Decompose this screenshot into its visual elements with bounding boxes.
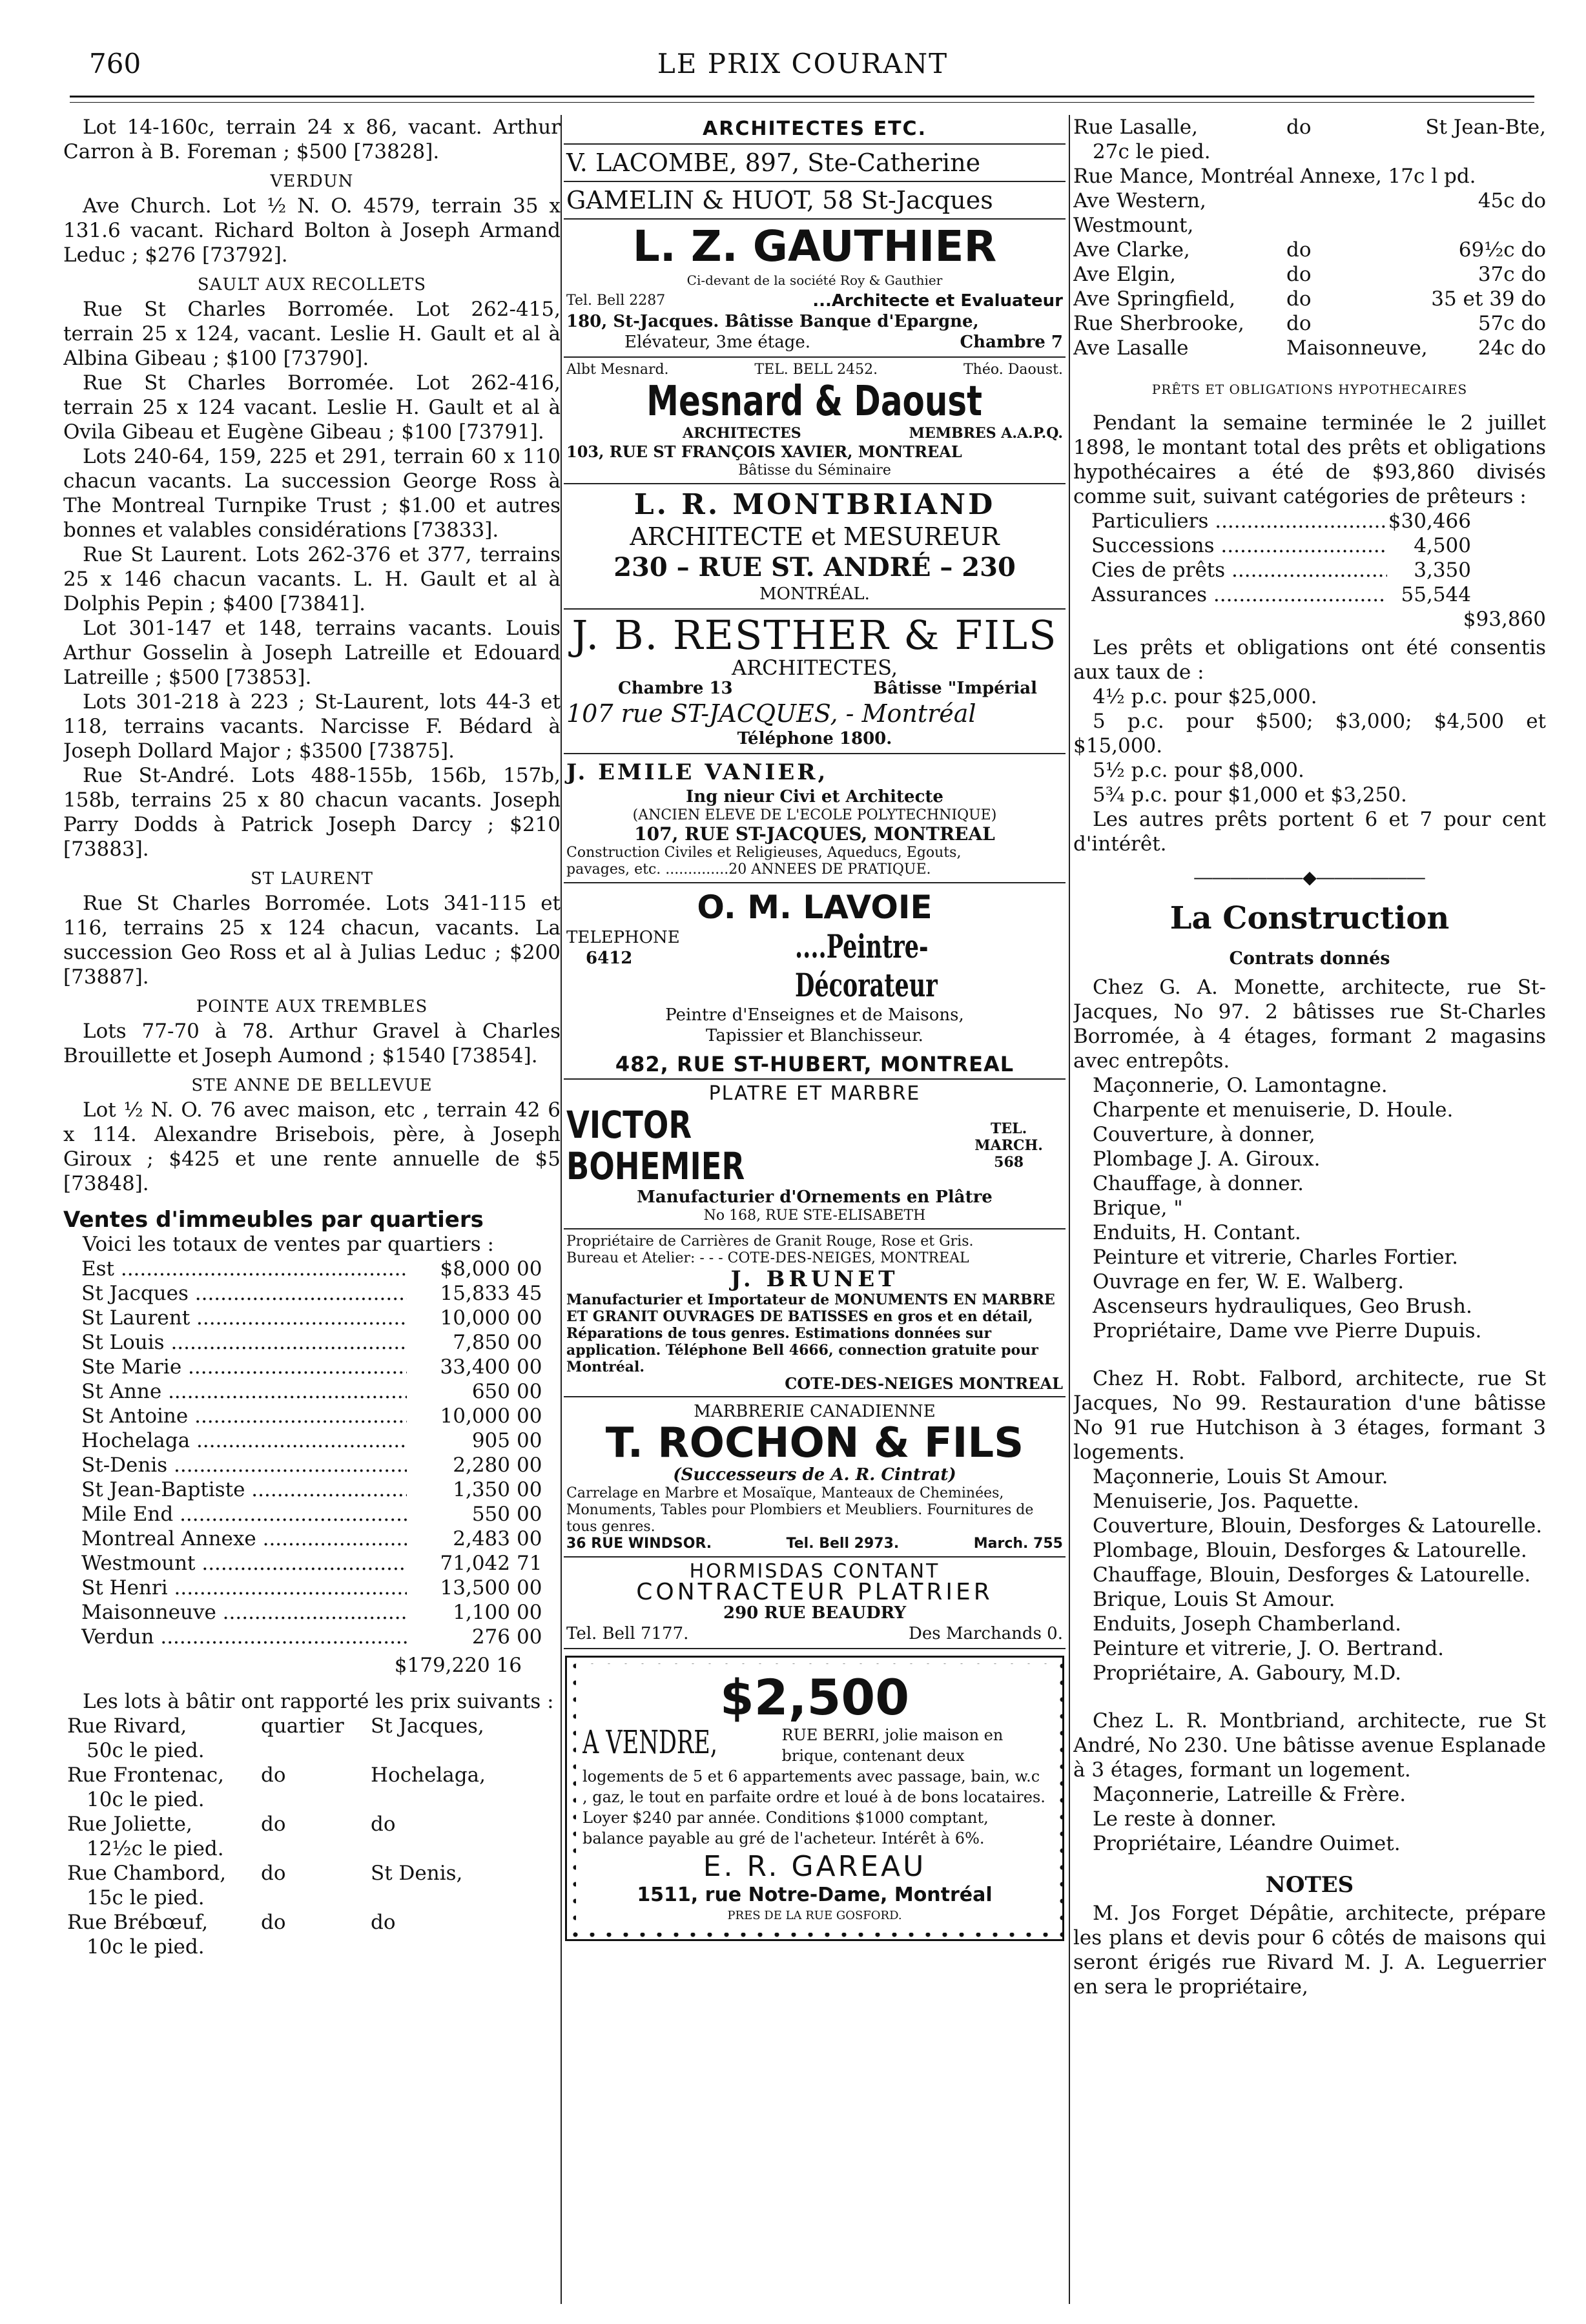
paragraph: Les lots à bâtir ont rapporté les prix suivants : <box>83 1690 554 1713</box>
ad-text: Elévateur, 3me étage. <box>624 333 811 352</box>
ad-text: COTE-DES-NEIGES MONTREAL <box>785 1374 1063 1393</box>
paragraph: Les prêts et obligations ont été consentis aux taux de : <box>1073 636 1546 684</box>
contract-item: Propriétaire, Léandre Ouimet. <box>1093 1832 1401 1855</box>
ad-text: Théo. Daoust. <box>963 362 1063 378</box>
ventes-amount: 2,483 <box>453 1527 510 1550</box>
contract-list <box>1073 1073 1546 1343</box>
paragraph: Lot 14-160c, terrain 24 x 86, vacant. Arthur Carron à B. Foreman ; $500 [73828]. <box>63 116 561 163</box>
prets-table <box>1091 509 1542 607</box>
ad-text: ARCHITECTE et MESUREUR <box>630 522 1000 551</box>
ad-text: 230 – RUE ST. ANDRÉ – 230 <box>613 552 1016 582</box>
ad-name: J. BRUNET <box>730 1266 899 1292</box>
ventes-total: $179,220 16 <box>394 1654 522 1677</box>
street-name: Ave Clarke, <box>1073 238 1190 262</box>
header-rule-thin <box>70 102 1534 103</box>
ad-text: 482, RUE ST-HUBERT, MONTREAL <box>615 1052 1014 1076</box>
pret-amount: 3,350 <box>1414 559 1471 582</box>
section-heading: POINTE AUX TREMBLES <box>196 997 428 1016</box>
prix-street: Rue Rivard, <box>67 1714 187 1738</box>
ventes-cents: 45 <box>517 1282 542 1305</box>
contract-item: Chauffage, Blouin, Desforges & Latourelle. <box>1093 1563 1531 1587</box>
street-ward: Maisonneuve, <box>1286 336 1428 360</box>
column-divider <box>561 115 562 2304</box>
street-ward: do <box>1286 312 1312 335</box>
column-right <box>1073 115 1546 1999</box>
ad-text: CONTRACTEUR PLATRIER <box>636 1579 993 1605</box>
taux-item: 5 p.c. pour $500; $3,000; $4,500 et $15,000. <box>1073 710 1546 757</box>
ad-text: TEL. MARCH. <box>974 1120 1043 1154</box>
contract-item: Ouvrage en fer, W. E. Walberg. <box>1093 1270 1405 1293</box>
ad-text: TEL. BELL 2452. <box>754 362 878 378</box>
prix-ward: Hochelaga, <box>371 1764 486 1787</box>
paragraph: Chez L. R. Montbriand, architecte, rue St André, No 230. Une bâtisse avenue Esplanade à 3 étages, formant un logement. <box>1073 1709 1546 1782</box>
ad-text: Ci-devant de la société Roy & Gauthier <box>686 273 943 288</box>
taux-list <box>1073 684 1546 807</box>
prix-price: 15c le pied. <box>87 1886 205 1909</box>
street-name: Ave Springfield, <box>1073 287 1236 311</box>
paragraph: Lots 77-70 à 78. Arthur Gravel à Charles Brouillette et Joseph Aumond ; $1540 [73854]. <box>63 1020 561 1067</box>
contract-item: Charpente et menuiserie, D. Houle. <box>1093 1098 1454 1122</box>
prets-total: $93,860 <box>1463 608 1546 631</box>
ventes-amount: 10,000 <box>440 1404 510 1428</box>
ad-text: 290 RUE BEAUDRY <box>723 1603 907 1623</box>
street-name: Ave Elgin, <box>1073 263 1176 286</box>
ad-text: MONTRÉAL. <box>759 584 870 604</box>
prix-ward-label: do <box>261 1813 286 1836</box>
ad-text: Tel. Bell 2287 <box>566 293 666 309</box>
prix-street: Rue Joliette, <box>67 1813 192 1836</box>
ad-text: Peintre d'Enseignes et de Maisons, <box>665 1005 964 1025</box>
pret-amount: $30,466 <box>1388 509 1471 533</box>
ad-lacombe: V. LACOMBE, 897, Ste-Catherine <box>564 145 1066 182</box>
paragraph: Voici les totaux de ventes par quartiers : <box>83 1233 494 1256</box>
pret-amount: 55,544 <box>1401 583 1471 606</box>
column-divider <box>1069 115 1070 2304</box>
ad-text: Chambre 7 <box>960 333 1063 352</box>
pret-category: Particuliers ..... <box>1091 509 1387 533</box>
street-price: St Jean-Bte, <box>1425 116 1546 139</box>
ad-text: Des Marchands 0. <box>908 1624 1063 1643</box>
prix-street: Rue Frontenac, <box>67 1764 224 1787</box>
ad-text: RUE BERRI, jolie maison en brique, contenant deux logements de 5 et 6 appartements avec passage, bain, w.c , gaz, le tout en parfaite ordre et loué à de bons locataires. Loyer $240 par année. Conditions $1000 comptant, balance payable au gré de l'acheteur. Intérêt à 6%. <box>582 1726 1045 1847</box>
contract-item: Plombage J. A. Giroux. <box>1093 1147 1321 1171</box>
column-left <box>63 115 561 1959</box>
ventes-amount: 1,100 <box>453 1601 510 1624</box>
page-header <box>89 48 1516 87</box>
ad-text: PRES DE LA RUE GOSFORD. <box>727 1909 902 1922</box>
taux-item: 4½ p.c. pour $25,000. <box>1093 685 1317 708</box>
ventes-table <box>81 1257 549 1649</box>
ad-text: A VENDRE, <box>582 1725 717 1761</box>
street-name: Ave Western, Westmount, <box>1073 189 1206 237</box>
pret-category: Cies de prêts ..... <box>1091 558 1387 582</box>
ad-gamelin: GAMELIN & HUOT, 58 St-Jacques <box>564 182 1066 220</box>
ad-text: Tapissier et Blanchisseur. <box>706 1026 923 1045</box>
ad-text: Bâtisse du Séminaire <box>738 462 891 478</box>
ad-name: T. ROCHON & FILS <box>605 1419 1024 1467</box>
prix-ward-label: quartier <box>261 1714 344 1738</box>
ad-text: 107 rue ST-JACQUES, - Montréal <box>566 699 976 728</box>
ventes-quarter: Est ..... <box>81 1257 407 1281</box>
ventes-cents: 00 <box>517 1527 542 1550</box>
ad-text: ....Peintre-Décorateur <box>794 927 938 1004</box>
ad-contant <box>564 1558 1066 1649</box>
ad-text: (ANCIEN ELEVE DE L'ECOLE POLYTECHNIQUE) <box>632 807 997 823</box>
section-heading: SAULT AUX RECOLLETS <box>197 275 427 294</box>
ventes-amount: 15,833 <box>440 1282 510 1305</box>
street-row <box>1073 262 1546 287</box>
paragraph: Les autres prêts portent 6 et 7 pour cent d'intérêt. <box>1073 808 1546 856</box>
notes-heading: NOTES <box>1265 1872 1354 1898</box>
street-row <box>1073 311 1546 336</box>
paragraph: Rue St Charles Borromée. Lot 262-415, terrain 25 x 124, vacant. Leslie H. Gault et al à Albina Gibeau ; $100 [73790]. <box>63 298 561 370</box>
ad-text: MARBRERIE CANADIENNE <box>694 1402 936 1421</box>
ventes-amount: $8,000 <box>440 1257 510 1280</box>
contract-item: Peinture et vitrerie, J. O. Bertrand. <box>1093 1637 1445 1660</box>
contract-item: Maçonnerie, Louis St Amour. <box>1093 1465 1388 1488</box>
contract-list <box>1073 1782 1546 1856</box>
ad-name: E. R. GAREAU <box>703 1850 927 1883</box>
ad-text: Bureau et Atelier: - - - COTE-DES-NEIGES, MONTREAL <box>566 1250 969 1266</box>
street-ward: do <box>1286 287 1312 311</box>
ad-text: Manufacturier d'Ornements en Plâtre <box>637 1188 993 1207</box>
street-row <box>1073 189 1546 238</box>
ad-text: Ing nieur Civi et Architecte <box>686 787 943 807</box>
contract-item: Brique, Louis St Amour. <box>1093 1588 1335 1611</box>
ventes-cents: 00 <box>517 1331 542 1354</box>
street-price: 57c do <box>1478 312 1546 335</box>
street-price: 69½c do <box>1458 238 1546 262</box>
ventes-quarter: St Louis ..... <box>81 1330 407 1355</box>
contract-item: Menuiserie, Jos. Paquette. <box>1093 1490 1359 1513</box>
column-ads <box>564 115 1066 1948</box>
ventes-quarter: Maisonneuve ..... <box>81 1600 407 1625</box>
ad-text: ARCHITECTES, <box>731 655 898 680</box>
prix-ward: St Jacques, <box>371 1714 484 1738</box>
contract-item: Enduits, Joseph Chamberland. <box>1093 1612 1402 1636</box>
ad-montbriand <box>564 484 1066 610</box>
section-heading: STE ANNE DE BELLEVUE <box>191 1076 433 1095</box>
ventes-cents: 00 <box>517 1576 542 1599</box>
ventes-cents: 00 <box>517 1429 542 1452</box>
ad-gauthier <box>564 220 1066 358</box>
ad-name: Mesnard & Daoust <box>646 378 983 426</box>
ad-text: Carrelage en Marbre et Mosaïque, Manteaux de Cheminées, Monuments, Tables pour Plombiers et Meubliers. Fournitures de tous genres. <box>566 1485 1034 1535</box>
prix-ward: do <box>371 1813 396 1836</box>
ad-text: Bâtisse "Impérial <box>873 679 1037 698</box>
ad-name: HORMISDAS CONTANT <box>689 1560 940 1583</box>
ad-vanier <box>564 754 1066 883</box>
street-ward: do <box>1286 263 1312 286</box>
ventes-cents: 00 <box>517 1404 542 1428</box>
street-price: 24c do <box>1478 336 1546 360</box>
paragraph: Lot ½ N. O. 76 avec maison, etc , terrain 42 6 x 114. Alexandre Brisebois, père, à Joseph Giroux ; $425 et une rente annuelle de $5 [73848]. <box>63 1098 561 1195</box>
street-price: 37c do <box>1478 263 1546 286</box>
ad-text: Téléphone 1800. <box>737 729 892 748</box>
ad-brunet <box>564 1229 1066 1397</box>
ad-text: Tel. Bell 7177. <box>566 1624 689 1643</box>
pret-amount: 4,500 <box>1414 534 1471 557</box>
architectes-heading: ARCHITECTES ETC. <box>564 115 1066 145</box>
paragraph: Ave Church. Lot ½ N. O. 4579, terrain 35 x 131.6 vacant. Richard Bolton à Joseph Armand Leduc ; $276 [73792]. <box>63 194 561 267</box>
ad-text: Albt Mesnard. <box>566 362 669 378</box>
ventes-quarter: St Laurent ..... <box>81 1306 407 1330</box>
street-name: Rue Lasalle, <box>1073 116 1198 139</box>
ad-text: MEMBRES A.A.P.Q. <box>909 425 1063 442</box>
ventes-amount: 276 <box>471 1625 510 1649</box>
ad-text: 180, St-Jacques. Bâtisse Banque d'Epargne, <box>566 312 979 331</box>
ad-text: Construction Civiles et Religieuses, Aqueducs, Egouts, <box>566 845 962 861</box>
ad-text: TELEPHONE <box>566 928 680 947</box>
street-row <box>1073 336 1546 360</box>
paragraph: Rue St-André. Lots 488-155b, 156b, 157b, 158b, terrains 25 x 80 chacun vacants. Joseph Parry Dodds à Patrick Joseph Darcy ; $210 [73883]. <box>63 764 561 861</box>
contract-item: Ascenseurs hydrauliques, Geo Brush. <box>1093 1295 1472 1318</box>
contract-item: Brique, " <box>1093 1197 1183 1220</box>
ad-name: VICTOR BOHEMIER <box>566 1103 745 1188</box>
ventes-cents: 00 <box>517 1503 542 1526</box>
ventes-quarter: St Jacques ..... <box>81 1281 407 1306</box>
prix-price: 50c le pied. <box>87 1739 205 1762</box>
ventes-quarter: St Anne ..... <box>81 1379 407 1404</box>
ventes-quarter: Mile End ..... <box>81 1502 407 1527</box>
paragraph: M. Jos Forget Dépâtie, architecte, prépare les plans et devis pour 6 côtés de maisons qui seront érigés rue Rivard M. J. A. Leguerrier en sera le propriétaire, <box>1073 1902 1546 1999</box>
ventes-cents: 00 <box>517 1306 542 1330</box>
ad-text: ARCHITECTES <box>683 425 801 442</box>
prix-table <box>67 1714 561 1959</box>
ad-text: Manufacturier et Importateur de MONUMENTS EN MARBRE ET GRANIT OUVRAGES DE BATISSES en gros et en détail, Réparations de tous genres. Estimations données sur application. Téléphone Bell 4666, connection gratuite pour Montréal. <box>566 1291 1055 1375</box>
ad-text: 36 RUE WINDSOR. <box>566 1536 712 1552</box>
taux-item: 5½ p.c. pour $8,000. <box>1093 759 1304 782</box>
prix-ward: St Denis, <box>371 1862 463 1885</box>
ad-text: March. 755 <box>973 1536 1063 1552</box>
street-name: Rue Mance, Montréal Annexe, 17c l pd. <box>1073 165 1476 188</box>
street-row <box>1073 115 1546 139</box>
ad-text: Chambre 13 <box>618 679 733 698</box>
street-name: Rue Sherbrooke, <box>1073 312 1244 335</box>
ventes-amount: 1,350 <box>453 1478 510 1501</box>
paragraph: Rue St Charles Borromée. Lot 262-416, terrain 25 x 124 vacant. Leslie H. Gault et al à Ovila Gibeau et Eugène Gibeau ; $100 [73791]. <box>63 371 561 444</box>
ad-lavoie <box>564 883 1066 1080</box>
ventes-quarter: Montreal Annexe ..... <box>81 1527 407 1551</box>
paragraph: Chez H. Robt. Falbord, architecte, rue St Jacques, No 99. Restauration d'une bâtisse No 91 rue Hutchison à 3 étages, formant 3 logements. <box>1073 1367 1546 1464</box>
ad-mesnard <box>564 358 1066 484</box>
street-price: 35 et 39 do <box>1431 287 1546 311</box>
construction-heading: La Construction <box>1169 900 1450 936</box>
ventes-amount: 550 <box>471 1503 510 1526</box>
ventes-amount: 33,400 <box>440 1355 510 1379</box>
contract-item: Plombage, Blouin, Desforges & Latourelle. <box>1093 1539 1527 1562</box>
ad-name: J. EMILE VANIER, <box>566 759 829 785</box>
street-row <box>1073 238 1546 262</box>
contract-item: Maçonnerie, Latreille & Frère. <box>1093 1783 1406 1806</box>
paragraph: Pendant la semaine terminée le 2 juillet 1898, le montant total des prêts et obligations hypothécaires a été de $93,860 divisés comme suit, suivant catégories de prêteurs : <box>1073 411 1546 508</box>
prix-street: Rue Chambord, <box>67 1862 227 1885</box>
ventes-amount: 10,000 <box>440 1306 510 1330</box>
contract-item: Propriétaire, Dame vve Pierre Dupuis. <box>1093 1319 1482 1342</box>
ventes-heading: Ventes d'immeubles par quartiers <box>63 1207 484 1233</box>
pret-category: Successions ..... <box>1091 533 1387 558</box>
ventes-quarter: Hochelaga ..... <box>81 1428 407 1453</box>
ad-name: O. M. LAVOIE <box>697 889 932 926</box>
prix-price: 12½c le pied. <box>87 1837 224 1860</box>
ventes-quarter: Ste Marie ..... <box>81 1355 407 1379</box>
ventes-quarter: St Antoine ..... <box>81 1404 407 1428</box>
section-heading: PRÊTS ET OBLIGATIONS HYPOTHECAIRES <box>1151 382 1468 397</box>
ad-bohemier <box>564 1080 1066 1229</box>
paragraph: Chez G. A. Monette, architecte, rue St-Jacques, No 97. 2 bâtisses rue St-Charles Borromée, à 4 étages, formant 2 magasins avec entrepôts. <box>1073 976 1546 1073</box>
ventes-amount: 2,280 <box>453 1454 510 1477</box>
contract-item: Propriétaire, A. Gaboury, M.D. <box>1093 1661 1401 1685</box>
paragraph: Lots 240-64, 159, 225 et 291, terrain 60 x 110 chacun vacants. La succession George Ross à The Montreal Turnpike Trust ; $1.00 et autres bonnes et valables considérations [73833]. <box>63 445 561 542</box>
street-name: Ave Lasalle <box>1073 336 1189 360</box>
prix-price: 10c le pied. <box>87 1788 205 1811</box>
contract-item: Le reste à donner. <box>1093 1807 1277 1831</box>
page-number: 760 <box>89 48 141 79</box>
contract-item: Couverture, Blouin, Desforges & Latourelle. <box>1093 1514 1543 1537</box>
ornament-divider: ――――――◆―――――― <box>1194 867 1425 888</box>
contract-item: Enduits, H. Contant. <box>1093 1221 1301 1244</box>
prix-price: 10c le pied. <box>87 1935 205 1959</box>
ad-text: PLATRE ET MARBRE <box>708 1082 921 1105</box>
ventes-cents: 00 <box>517 1257 542 1280</box>
ad-price: $2,500 <box>719 1669 910 1726</box>
contract-list <box>1073 1465 1546 1685</box>
ad-text: 568 <box>994 1154 1024 1171</box>
paragraph: Lot 301-147 et 148, terrains vacants. Louis Arthur Gosselin à Joseph Latreille et Edouard Latreille ; $500 [73853]. <box>63 617 561 689</box>
ventes-quarter: Westmount ..... <box>81 1551 407 1576</box>
ventes-cents: 00 <box>517 1454 542 1477</box>
ad-text: (Successeurs de A. R. Cintrat) <box>673 1465 956 1485</box>
ad-text: Tel. Bell 2973. <box>786 1536 900 1552</box>
prix-street: Rue Brébœuf, <box>67 1911 209 1934</box>
ventes-amount: 13,500 <box>440 1576 510 1599</box>
prix-ward: do <box>371 1911 396 1934</box>
prix-ward-label: do <box>261 1862 286 1885</box>
paragraph: Rue St Laurent. Lots 262-376 et 377, terrains 25 x 146 chacun vacants. L. H. Gault et al à Dolphis Pepin ; $400 [73841]. <box>63 543 561 615</box>
ventes-cents: 00 <box>517 1625 542 1649</box>
ad-text: 103, RUE ST FRANÇOIS XAVIER, MONTREAL <box>566 442 962 461</box>
ventes-amount: 7,850 <box>453 1331 510 1354</box>
ad-text: Propriétaire de Carrières de Granit Rouge, Rose et Gris. <box>566 1233 974 1249</box>
ventes-quarter: St Henri ..... <box>81 1576 407 1600</box>
header-rule <box>70 96 1534 98</box>
ventes-cents: 00 <box>517 1601 542 1624</box>
ad-name: J. B. RESTHER & FILS <box>572 612 1058 659</box>
street-ward: do <box>1286 238 1312 262</box>
ventes-amount: 71,042 <box>440 1552 510 1575</box>
ventes-quarter: Verdun ..... <box>81 1625 407 1649</box>
ad-text: ...Architecte et Evaluateur <box>812 291 1063 311</box>
taux-item: 5¾ p.c. pour $1,000 et $3,250. <box>1093 783 1407 807</box>
street-ward: do <box>1286 116 1312 139</box>
ventes-quarter: St-Denis ..... <box>81 1453 407 1477</box>
contract-item: Couverture, à donner, <box>1093 1123 1315 1146</box>
prix-ward-label: do <box>261 1764 286 1787</box>
contract-item: Peinture et vitrerie, Charles Fortier. <box>1093 1246 1458 1269</box>
prix-ward-label: do <box>261 1911 286 1934</box>
ad-rochon <box>564 1397 1066 1558</box>
street-ward <box>1286 189 1416 238</box>
ad-text: 6412 <box>586 949 633 968</box>
ventes-amount: 650 <box>471 1380 510 1403</box>
ad-name: L. Z. GAUTHIER <box>632 221 997 271</box>
ad-text: No 168, RUE STE-ELISABETH <box>703 1208 926 1224</box>
ad-resther <box>564 610 1066 754</box>
street-row <box>1073 287 1546 311</box>
street-row <box>1073 139 1546 164</box>
street-row <box>1073 164 1546 189</box>
ventes-cents: 00 <box>517 1478 542 1501</box>
ventes-amount: 905 <box>471 1429 510 1452</box>
page-title: LE PRIX COURANT <box>657 48 949 79</box>
ventes-cents: 00 <box>517 1380 542 1403</box>
street-prices <box>1073 115 1546 360</box>
street-name: 27c le pied. <box>1093 140 1211 163</box>
pret-category: Assurances ..... <box>1091 582 1387 607</box>
ventes-quarter: St Jean-Baptiste ..... <box>81 1477 407 1502</box>
ad-text: pavages, etc. ..............20 ANNEES DE PRATIQUE. <box>566 861 931 878</box>
contract-item: Chauffage, à donner. <box>1093 1172 1304 1195</box>
ad-name: L. R. MONTBRIAND <box>633 488 996 521</box>
section-heading: VERDUN <box>270 172 354 191</box>
ad-text: 1511, rue Notre-Dame, Montréal <box>637 1884 993 1906</box>
street-price: 45c do <box>1478 189 1546 212</box>
paragraph: Rue St Charles Borromée. Lots 341-115 et 116, terrains 25 x 124 chacun, vacants. La succession Geo Ross et al à Julias Leduc ; $200 [73887]. <box>63 892 561 989</box>
ad-text: 107, RUE ST-JACQUES, MONTREAL <box>634 823 995 845</box>
section-heading: ST LAURENT <box>250 869 374 889</box>
contrats-heading: Contrats donnés <box>1229 949 1390 969</box>
paragraph: Lots 301-218 à 223 ; St-Laurent, lots 44-3 et 118, terrains vacants. Narcisse F. Bédard à Joseph Dollard Major ; $3500 [73875]. <box>63 690 561 763</box>
ventes-cents: 71 <box>517 1552 542 1575</box>
contract-item: Maçonnerie, O. Lamontagne. <box>1093 1074 1388 1097</box>
ventes-cents: 00 <box>517 1355 542 1379</box>
ad-gareau <box>565 1656 1064 1941</box>
